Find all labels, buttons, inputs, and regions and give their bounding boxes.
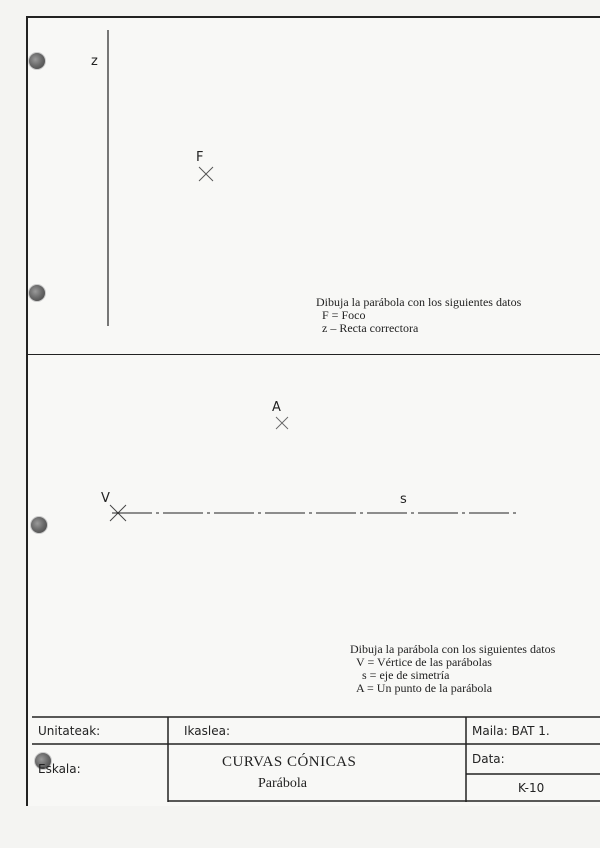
instruction-line: Dibuja la parábola con los siguientes datos [316,295,522,309]
eskala-label: Eskala: [38,762,81,776]
sheet-code: K-10 [518,781,545,795]
point-a-label: A [272,400,281,415]
ikaslea-label: Ikaslea: [184,724,230,738]
sheet-subtitle: Parábola [258,776,307,791]
instruction-line: Dibuja la parábola con los siguientes datos [350,642,556,656]
maila-label: Maila: BAT 1. [472,724,550,738]
title-block [32,716,600,802]
focus-mark [199,167,213,181]
vertex-label: V [101,491,110,506]
data-label: Data: [472,752,505,766]
focus-label: F [196,150,204,165]
directrix-label: z [91,54,98,69]
point-a-mark [276,417,288,429]
instruction-line: z – Recta correctora [322,321,419,335]
sheet-title: CURVAS CÓNICAS [222,754,357,770]
unitateak-label: Unitateak: [38,724,101,738]
instruction-line: F = Foco [322,308,366,322]
instruction-line: s = eje de simetría [362,668,450,682]
axis-label: s [400,492,407,507]
exercise1-instructions [316,296,521,335]
exercise2-instructions [350,643,555,695]
instruction-line: A = Un punto de la parábola [356,681,493,695]
instruction-line: V = Vértice de las parábolas [356,655,492,669]
